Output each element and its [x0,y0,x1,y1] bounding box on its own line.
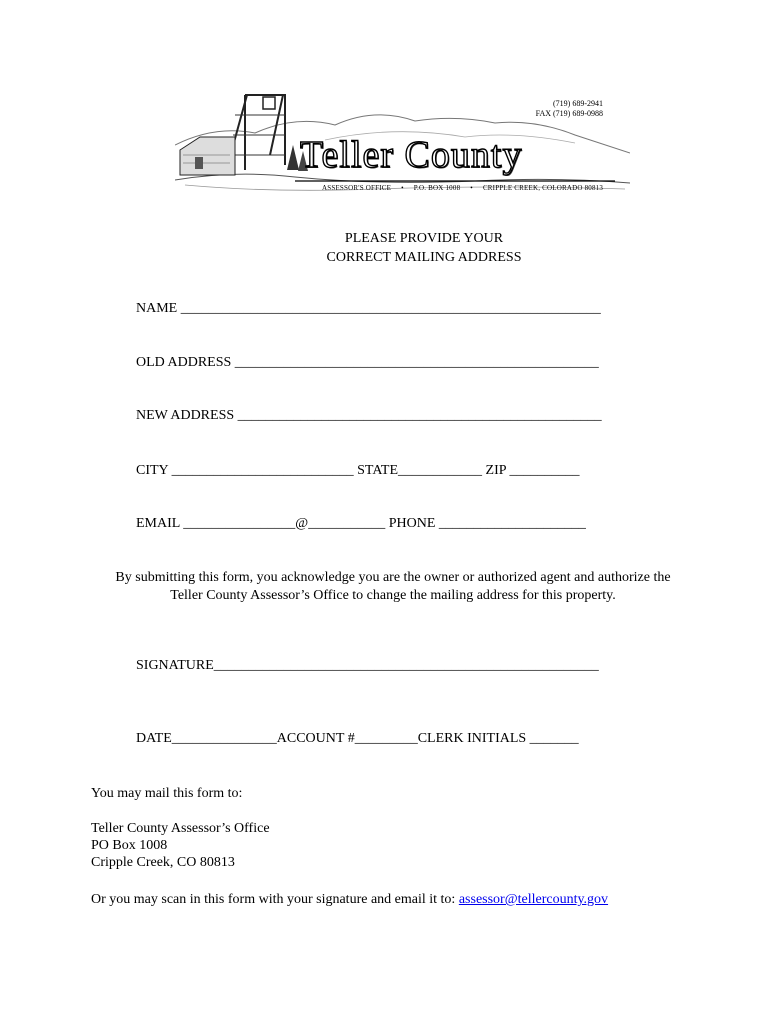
old-address-field[interactable]: OLD ADDRESS ____________________________________________________ [136,355,599,370]
notice-line-2: Teller County Assessor’s Office to change the mailing address for this property. [170,588,616,603]
authorization-notice [88,569,698,605]
county-name: Teller County [300,134,523,176]
email-phone-field[interactable]: EMAIL ________________@___________ PHONE _____________________ [136,516,586,531]
email-instructions [91,891,608,908]
phone-number: (719) 689-2941 [553,99,603,108]
city-state-zip-field[interactable]: CITY __________________________ STATE____________ ZIP __________ [136,463,580,478]
email-instructions-text: Or you may scan in this form with your signature and email it to: [91,892,459,907]
office-address-line: ASSESSOR'S OFFICE • P.O. BOX 1008 • CRIPPLE CREEK, COLORADO 80813 [322,184,604,192]
heading-line-1: PLEASE PROVIDE YOUR [344,231,504,246]
mail-intro: You may mail this form to: [91,786,243,801]
name-field[interactable]: NAME ____________________________________________________________ [136,301,601,316]
notice-line-1: By submitting this form, you acknowledge you are the owner or authorized agent and authorize the [115,570,671,585]
office-city: CRIPPLE CREEK, COLORADO 80813 [482,184,604,192]
date-account-clerk-field[interactable]: DATE_______________ACCOUNT #_________CLERK INITIALS _______ [136,731,579,746]
new-address-field[interactable]: NEW ADDRESS ____________________________________________________ [136,408,602,423]
mailing-address [91,820,270,871]
fax-number: FAX (719) 689-0988 [535,109,603,118]
assessor-email-link[interactable]: assessor@tellercounty.gov [458,892,609,907]
mailing-address-line-3: Cripple Creek, CO 80813 [91,855,235,870]
heading-line-2: CORRECT MAILING ADDRESS [326,250,522,265]
form-heading [0,229,770,267]
signature-field[interactable]: SIGNATURE_______________________________________________________ [136,658,599,673]
po-box: P.O. BOX 1008 [413,184,461,192]
mailing-address-line-2: PO Box 1008 [91,838,168,853]
phone-fax-block [533,99,603,119]
office-name: ASSESSOR'S OFFICE [322,184,392,192]
mailing-address-line-1: Teller County Assessor’s Office [91,821,270,836]
